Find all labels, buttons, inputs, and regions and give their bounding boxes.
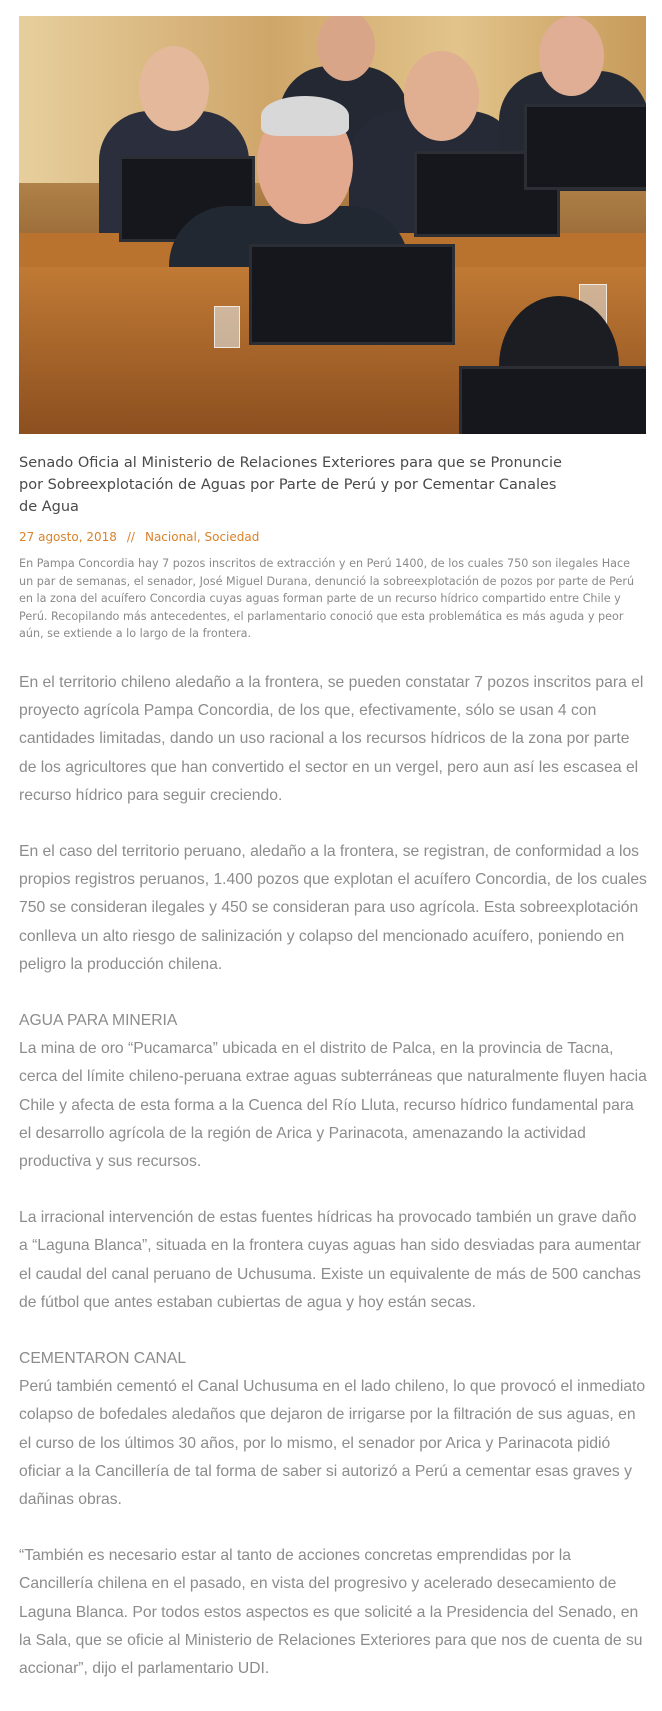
body-paragraph: En el territorio chileno aledaño a la frontera, se pueden constatar 7 pozos inscritos para el proyecto agrícola Pampa Concordia, de los que, efectivamente, sólo se usan 4 con cantidades limitadas, dando un uso racional a los recursos hídricos de la zona por parte de los agricultores que han convertido el sector en un vergel, pero aun así les escasea el recurso hídrico para seguir creciendo. (19, 673, 644, 804)
article-excerpt: En Pampa Concordia hay 7 pozos inscritos de extracción y en Perú 1400, de los cuales 750 son ilegales Hace un par de semanas, el senador, José Miguel Durana, denunció la sobreexplotación de pozos por parte de Perú en la zona del acuífero Concordia cuyas aguas forman parte de un recurso hídrico compartido entre Chile y Perú. Recopilando más antecedentes, el parlamentario conoció que esta problemática es más aguda y peor aún, se extiende a lo largo de la frontera. (19, 557, 635, 641)
hero-person-far-right-head (539, 16, 604, 96)
article-date: 27 agosto, 2018 (19, 530, 117, 544)
article-meta (19, 528, 646, 546)
hero-monitor-foreground (459, 366, 646, 434)
section-heading: AGUA PARA MINERIA (19, 1012, 178, 1029)
meta-separator: // (126, 530, 135, 544)
hero-monitor-main (249, 244, 455, 345)
hero-person-left-head (139, 46, 209, 131)
hero-senator-hair (261, 96, 349, 136)
section-canal (19, 1345, 649, 1514)
body-paragraph: La mina de oro “Pucamarca” ubicada en el distrito de Palca, en la provincia de Tacna, cerca del límite chileno-peruana extrae aguas subterráneas que naturalmente fluyen hacia Chile y afecta de esta forma a la Cuenca del Río Lluta, recurso hídrico fundamental para el desarrollo agrícola de la región de Arica y Parinacota, amenazando la actividad productiva y sus recursos. (19, 1040, 647, 1171)
body-paragraph: La irracional intervención de estas fuentes hídricas ha provocado también un grave daño a “Laguna Blanca”, situada en la frontera cuyas aguas han sido desviadas para aumentar el caudal del canal peruano de Uchusuma. Existe un equivalente de más de 500 canchas de fútbol que antes estaban cubiertas de agua y hoy están secas. (19, 1209, 641, 1311)
body-paragraph: En el caso del territorio peruano, aledaño a la frontera, se registran, de conformidad a los propios registros peruanos, 1.400 pozos que explotan el acuífero Concordia, de los cuales 750 se consideran ilegales y 450 se consideran para uso agrícola. Esta sobreexplotación conlleva un alto riesgo de salinización y colapso del mencionado acuífero, poniendo en peligro la producción chilena. (19, 842, 647, 973)
section-mineria (19, 1007, 649, 1176)
article-title[interactable]: Senado Oficia al Ministerio de Relaciones Exteriores para que se Pronuncie por Sobreexplotación de Aguas por Parte de Perú y por Cementar Canales de Agua (19, 455, 562, 515)
hero-image[interactable] (19, 16, 646, 434)
hero-person-right-head (404, 51, 479, 141)
body-paragraph: “También es necesario estar al tanto de acciones concretas emprendidas por la Cancillería chilena en el pasado, en vista del progresivo y acelerado desecamiento de Laguna Blanca. Por todos estos aspectos es que solicité a la Presidencia del Senado, en la Sala, que se oficie al Ministerio de Relaciones Exteriores para que nos de cuenta de su accionar”, dijo el parlamentario UDI. (19, 1547, 643, 1678)
article (19, 16, 646, 1711)
hero-water-glass (214, 306, 240, 348)
article-categories[interactable]: Nacional, Sociedad (144, 530, 260, 544)
section-heading: CEMENTARON CANAL (19, 1350, 187, 1368)
article-body (19, 669, 649, 1683)
hero-monitor (524, 104, 646, 190)
body-paragraph: Perú también cementó el Canal Uchusuma en el lado chileno, lo que provocó el inmediato colapso de bofedales aledaños que dejaron de irrigarse por la filtración de sus aguas, en el curso de los últimos 30 años, por lo mismo, el senador por Arica y Parinacota pidió oficiar a la Cancillería de tal forma de saber si autorizó a Perú a cementar esas graves y dañinas obras. (19, 1378, 646, 1509)
